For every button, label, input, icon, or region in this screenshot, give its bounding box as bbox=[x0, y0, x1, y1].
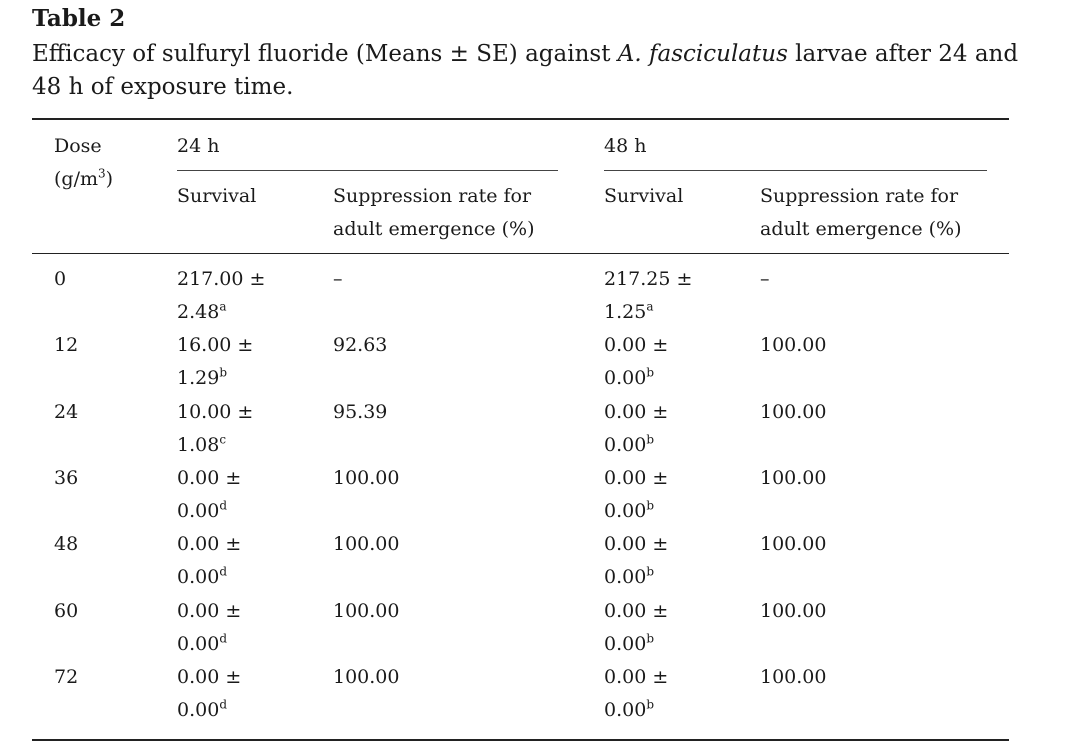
survival-24h-se bbox=[177, 495, 241, 528]
table-row-suppression-24h: 95.39 bbox=[333, 400, 388, 423]
suppression-24h-line2: adult emergence (%) bbox=[333, 218, 535, 240]
survival-24h-mean: 10.00 ± bbox=[177, 400, 254, 423]
dose-unit-pre: (g/m bbox=[54, 168, 98, 190]
survival-24h-se bbox=[177, 296, 265, 329]
bottom-rule bbox=[32, 739, 1009, 741]
table-row-survival-48h bbox=[604, 329, 668, 395]
table-row-dose: 24 bbox=[54, 400, 79, 423]
table-row-dose: 48 bbox=[54, 533, 79, 556]
survival-24h-se-value: 2.48 bbox=[177, 301, 220, 323]
survival-24h-letter: d bbox=[219, 697, 227, 712]
survival-48h-se bbox=[604, 561, 668, 594]
table-row-survival-48h bbox=[604, 661, 668, 727]
table-caption bbox=[32, 38, 1032, 104]
survival-48h-se bbox=[604, 429, 668, 462]
survival-48h-se bbox=[604, 694, 668, 727]
survival-24h-se bbox=[177, 561, 241, 594]
table-row-suppression-48h: 100.00 bbox=[760, 599, 827, 622]
caption-text-start: Efficacy of sulfuryl fluoride (Means ± SE) against bbox=[32, 41, 618, 67]
header-suppression-48h bbox=[760, 180, 962, 246]
survival-48h-mean: 0.00 ± bbox=[604, 533, 669, 556]
table-row-suppression-48h: – bbox=[760, 268, 770, 290]
survival-24h-se-value: 1.29 bbox=[177, 367, 220, 390]
survival-48h-mean: 0.00 ± bbox=[604, 334, 669, 357]
table-row-dose: 72 bbox=[54, 665, 79, 688]
table-row-suppression-24h: – bbox=[333, 268, 343, 290]
survival-24h-mean: 0.00 ± bbox=[177, 533, 242, 556]
header-dose-unit bbox=[54, 163, 113, 196]
table-row-dose: 12 bbox=[54, 334, 79, 357]
survival-48h-se-value: 0.00 bbox=[604, 499, 647, 522]
table-row-dose: 60 bbox=[54, 599, 79, 622]
suppression-24h-line1: Suppression rate for bbox=[333, 185, 532, 207]
survival-48h-se bbox=[604, 296, 692, 329]
survival-24h-letter: b bbox=[219, 365, 227, 380]
survival-48h-se-value: 0.00 bbox=[604, 566, 647, 589]
survival-48h-se-value: 0.00 bbox=[604, 433, 647, 456]
survival-24h-se-value: 0.00 bbox=[177, 499, 220, 522]
table-row-survival-24h bbox=[177, 263, 265, 329]
survival-24h-se bbox=[177, 628, 241, 661]
suppression-48h-line1: Suppression rate for bbox=[760, 185, 959, 207]
survival-48h-letter: b bbox=[646, 631, 654, 646]
survival-24h-se-value: 0.00 bbox=[177, 566, 220, 589]
header-survival-24h: Survival bbox=[177, 185, 257, 207]
survival-48h-letter: b bbox=[646, 697, 654, 712]
table-row-suppression-48h: 100.00 bbox=[760, 400, 827, 423]
survival-24h-letter: a bbox=[219, 299, 227, 314]
survival-48h-mean: 0.00 ± bbox=[604, 466, 669, 489]
table-row-survival-48h bbox=[604, 528, 668, 594]
table-row-suppression-48h: 100.00 bbox=[760, 533, 827, 556]
header-group-24h: 24 h bbox=[177, 135, 220, 157]
dose-unit-post: ) bbox=[105, 168, 114, 190]
table-row-suppression-48h: 100.00 bbox=[760, 334, 827, 357]
survival-24h-se-value: 1.08 bbox=[177, 433, 220, 456]
survival-48h-letter: b bbox=[646, 432, 654, 447]
survival-48h-se bbox=[604, 628, 668, 661]
survival-24h-mean: 16.00 ± bbox=[177, 334, 254, 357]
survival-48h-se bbox=[604, 495, 668, 528]
survival-48h-se bbox=[604, 362, 668, 395]
table-row-survival-24h bbox=[177, 661, 241, 727]
header-group-48h: 48 h bbox=[604, 135, 647, 157]
group-24h-rule bbox=[177, 170, 558, 171]
survival-24h-letter: d bbox=[219, 498, 227, 513]
survival-48h-mean: 0.00 ± bbox=[604, 665, 669, 688]
table-row-suppression-48h: 100.00 bbox=[760, 665, 827, 688]
survival-48h-se-value: 0.00 bbox=[604, 367, 647, 390]
survival-24h-letter: d bbox=[219, 564, 227, 579]
survival-48h-mean: 217.25 ± bbox=[604, 268, 693, 290]
header-suppression-24h bbox=[333, 180, 535, 246]
table-row-survival-24h bbox=[177, 595, 241, 661]
header-rule bbox=[32, 253, 1009, 254]
group-48h-rule bbox=[604, 170, 987, 171]
header-dose: Dose bbox=[54, 135, 102, 157]
survival-48h-letter: b bbox=[646, 564, 654, 579]
survival-24h-mean: 0.00 ± bbox=[177, 599, 242, 622]
survival-48h-mean: 0.00 ± bbox=[604, 599, 669, 622]
survival-24h-mean: 0.00 ± bbox=[177, 466, 242, 489]
survival-24h-se bbox=[177, 429, 253, 462]
table-row-survival-48h bbox=[604, 595, 668, 661]
survival-48h-letter: a bbox=[646, 299, 654, 314]
survival-24h-letter: c bbox=[219, 432, 227, 447]
table-row-dose: 0 bbox=[54, 268, 67, 290]
survival-24h-se-value: 0.00 bbox=[177, 632, 220, 655]
table-row-survival-24h bbox=[177, 528, 241, 594]
survival-48h-mean: 0.00 ± bbox=[604, 400, 669, 423]
table-row-survival-24h bbox=[177, 462, 241, 528]
table-row-suppression-24h: 92.63 bbox=[333, 334, 388, 357]
survival-48h-se-value: 1.25 bbox=[604, 301, 647, 323]
table-label: Table 2 bbox=[32, 5, 126, 32]
survival-24h-se-value: 0.00 bbox=[177, 698, 220, 721]
caption-text-end: larvae after 24 and 48 h of exposure time. bbox=[32, 41, 1019, 100]
table-row-dose: 36 bbox=[54, 466, 79, 489]
table-row-suppression-24h: 100.00 bbox=[333, 466, 400, 489]
survival-48h-se-value: 0.00 bbox=[604, 698, 647, 721]
survival-48h-letter: b bbox=[646, 498, 654, 513]
table-row-suppression-48h: 100.00 bbox=[760, 466, 827, 489]
header-survival-48h: Survival bbox=[604, 185, 684, 207]
caption-species: A. fasciculatus bbox=[617, 41, 788, 67]
suppression-48h-line2: adult emergence (%) bbox=[760, 218, 962, 240]
table-row-survival-24h bbox=[177, 329, 253, 395]
survival-24h-se bbox=[177, 362, 253, 395]
survival-24h-mean: 217.00 ± bbox=[177, 268, 266, 290]
survival-24h-mean: 0.00 ± bbox=[177, 665, 242, 688]
table-row-survival-24h bbox=[177, 396, 253, 462]
survival-48h-se-value: 0.00 bbox=[604, 632, 647, 655]
survival-48h-letter: b bbox=[646, 365, 654, 380]
dose-unit-superscript: 3 bbox=[98, 166, 106, 181]
table-row-survival-48h bbox=[604, 396, 668, 462]
survival-24h-se bbox=[177, 694, 241, 727]
table-row-suppression-24h: 100.00 bbox=[333, 599, 400, 622]
table-row-survival-48h bbox=[604, 462, 668, 528]
survival-24h-letter: d bbox=[219, 631, 227, 646]
table-row-survival-48h bbox=[604, 263, 692, 329]
table-row-suppression-24h: 100.00 bbox=[333, 533, 400, 556]
table-row-suppression-24h: 100.00 bbox=[333, 665, 400, 688]
top-rule bbox=[32, 118, 1009, 120]
